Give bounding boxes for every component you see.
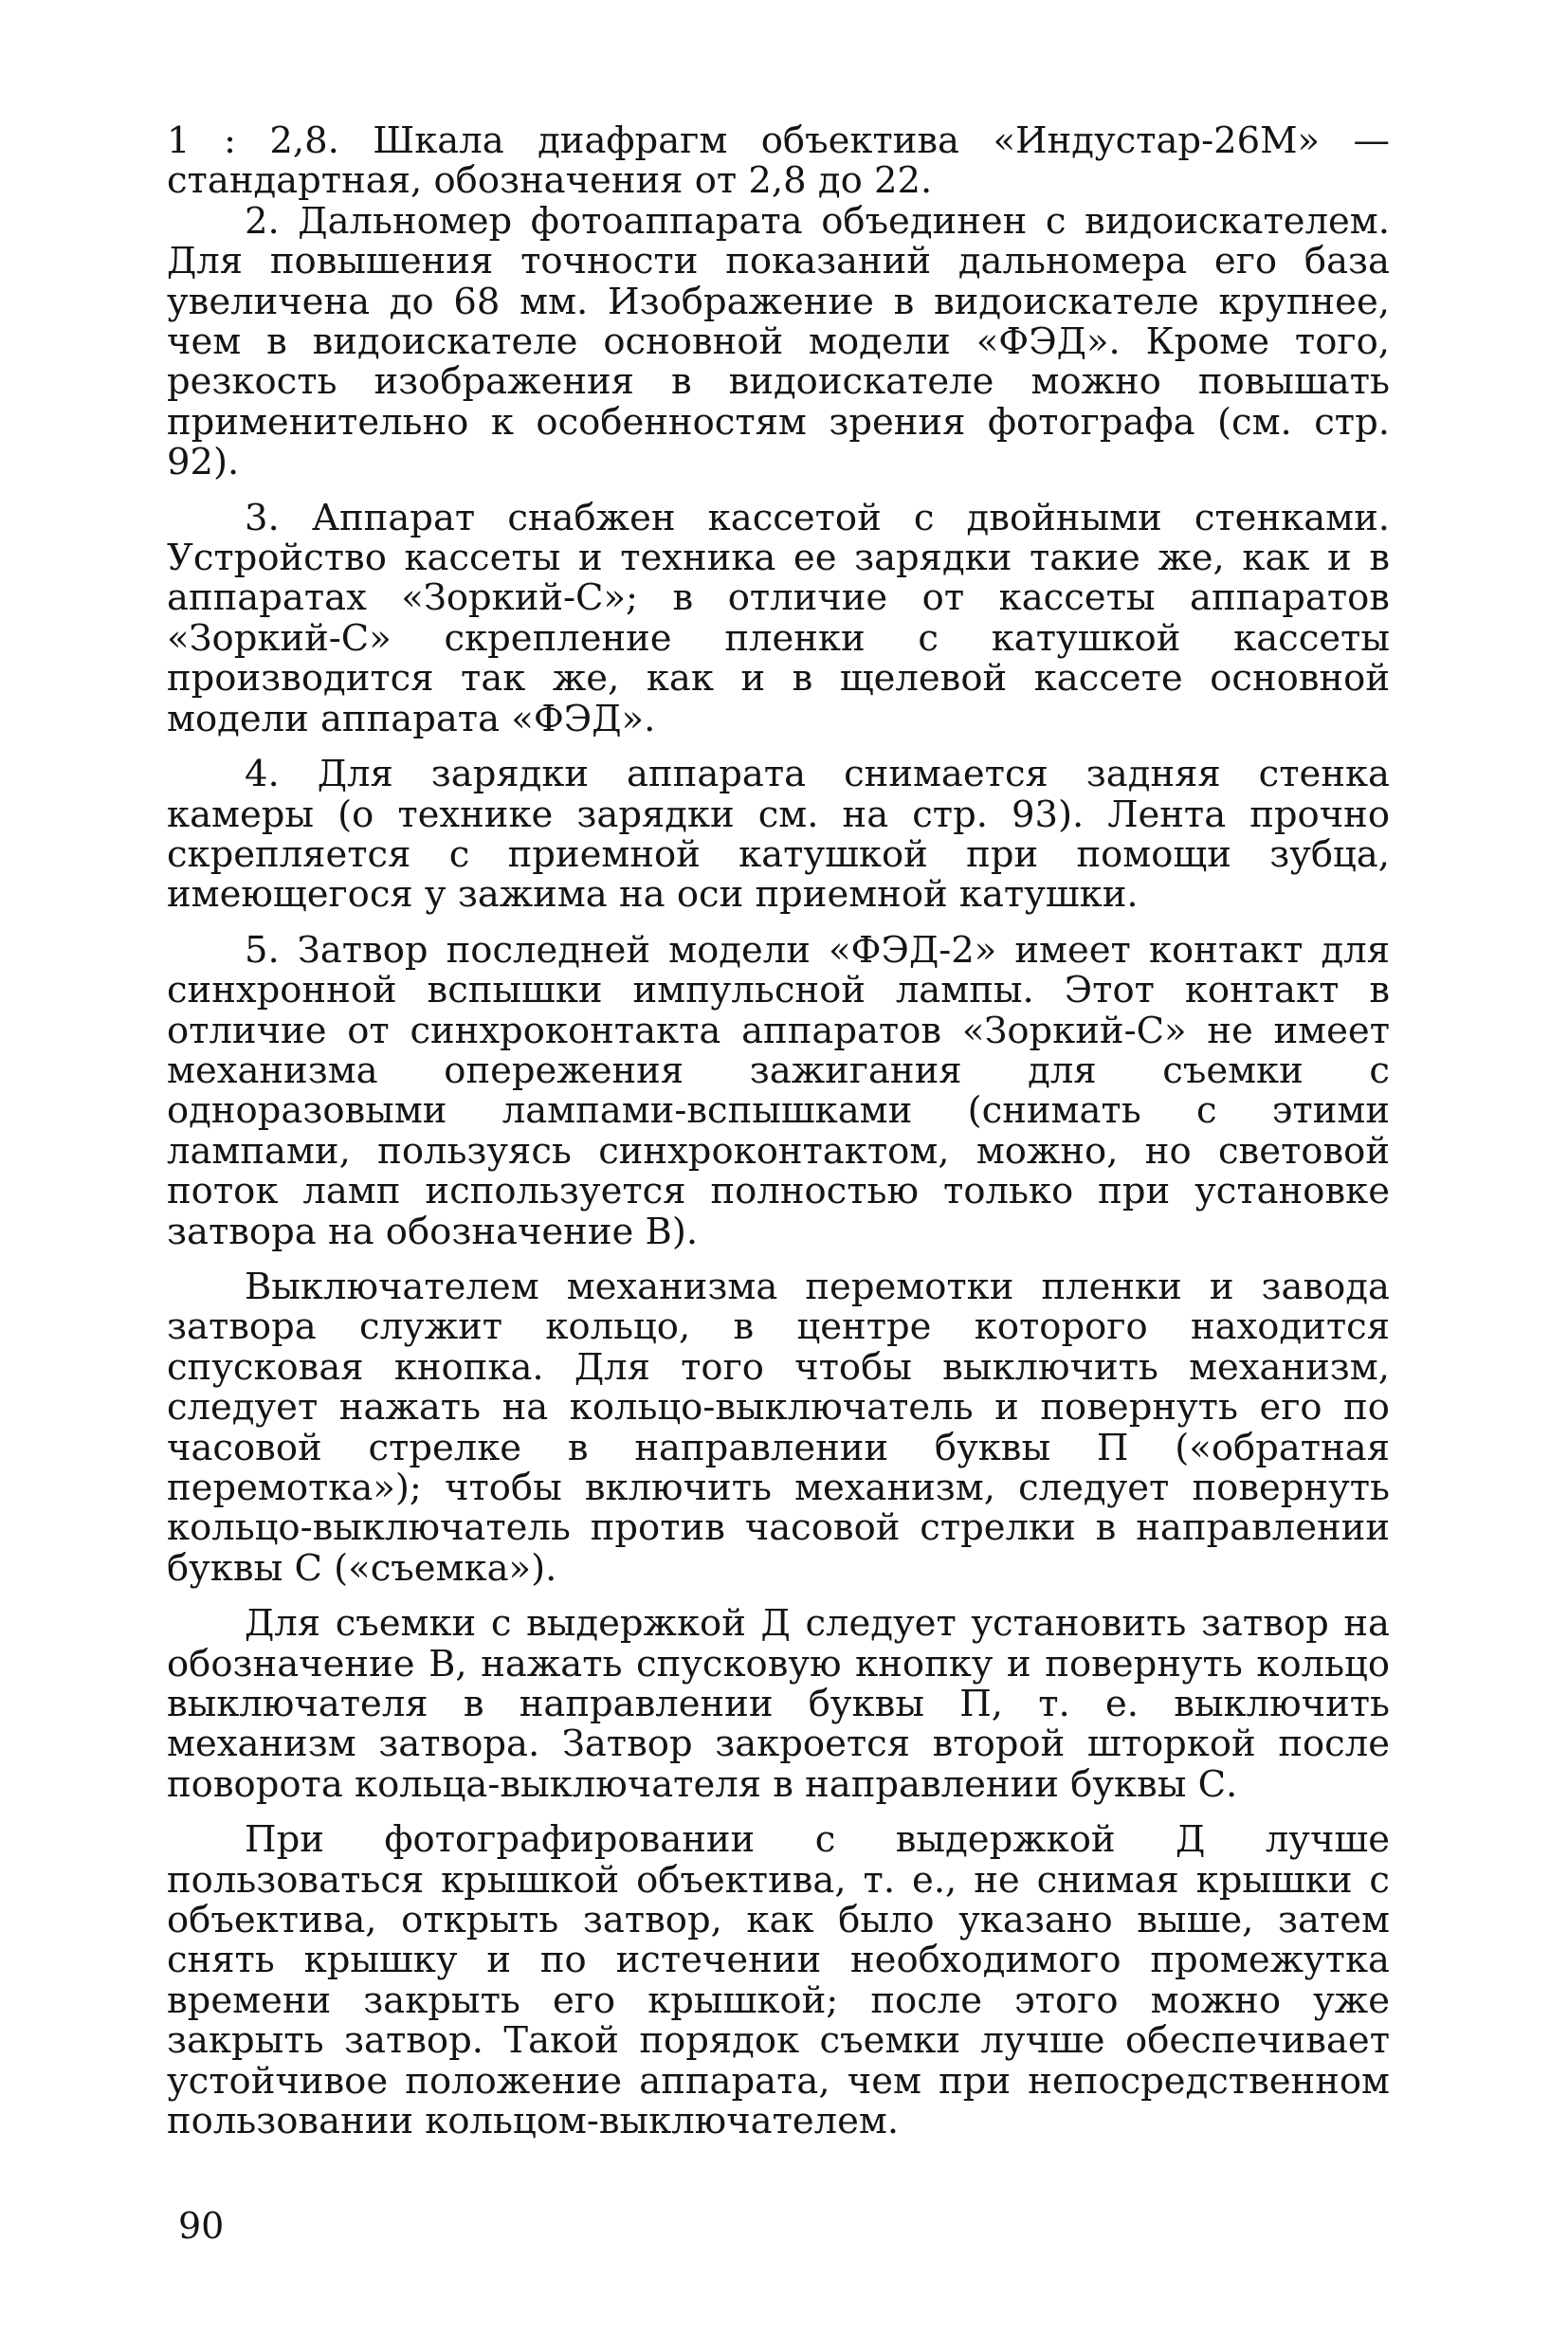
paragraph-switch-ring: Выключателем механизма перемотки пленки и завода затвора служит кольцо, в центре которого находится спусковая кнопка. Для того чтобы выключить механизм, следует нажать на кольцо-выключатель и повернуть его по часовой стрелке в направлении буквы П («обратная перемотка»); чтобы включить механизм, следует повернуть кольцо-выключатель против часовой стрелки в направлении буквы С («съемка»). <box>167 1265 1390 1590</box>
paragraph-lens-aperture: 1 : 2,8. Шкала диафрагм объектива «Индустар-26М» — стандартная, обозначения от 2,8 до 22. <box>167 119 1390 203</box>
paragraph-flash-sync: 5. Затвор последней модели «ФЭД-2» имеет контакт для синхронной вспышки импульсной лампы. Этот контакт в отличие от синхроконтакта аппаратов «Зоркий-С» не имеет механизма опережения зажигания для съемки с одноразовыми лампами-вспышками (снимать с этими лампами, пользуясь синхроконтактом, можно, но световой поток ламп используется полностью только при установке затвора на обозначение В). <box>167 928 1390 1253</box>
paragraph-long-exposure: Для съемки с выдержкой Д следует установить затвор на обозначение В, нажать спусковую кнопку и повернуть кольцо выключателя в направлении буквы П, т. е. выключить механизм затвора. Затвор закроется второй шторкой после поворота кольца-выключателя в направлении буквы С. <box>167 1602 1390 1806</box>
paragraph-loading: 4. Для зарядки аппарата снимается задняя стенка камеры (о технике зарядки см. на стр. 93). Лента прочно скрепляется с приемной катушкой при помощи зубца, имеющегося у зажима на оси приемной катушки. <box>167 753 1390 917</box>
page-number: 90 <box>178 2205 225 2247</box>
paragraph-lens-cap: При фотографировании с выдержкой Д лучше пользоваться крышкой объектива, т. е., не снимая крышки с объектива, открыть затвор, как было указано выше, затем снять крышку и по истечении необходимого промежутка времени закрыть его крышкой; после этого можно уже закрыть затвор. Такой порядок съемки лучше обеспечивает устойчивое положение аппарата, чем при непосредственном пользовании кольцом-выключателем. <box>167 1818 1390 2143</box>
paragraph-cassette: 3. Аппарат снабжен кассетой с двойными стенками. Устройство кассеты и техника ее зарядки такие же, как и в аппаратах «Зоркий-С»; в отличие от кассеты аппаратов «Зоркий-С» скрепление пленки с катушкой кассеты производится так же, как и в щелевой кассете основной модели аппарата «ФЭД». <box>167 496 1390 740</box>
paragraph-rangefinder: 2. Дальномер фотоаппарата объединен с видоискателем. Для повышения точности показаний дальномера его база увеличена до 68 мм. Изображение в видоискателе крупнее, чем в видоискателе основной модели «ФЭД». Кроме того, резкость изображения в видоискателе можно повышать применительно к особенностям зрения фотографа (см. стр. 92). <box>167 199 1390 484</box>
page-body <box>167 121 1390 2142</box>
